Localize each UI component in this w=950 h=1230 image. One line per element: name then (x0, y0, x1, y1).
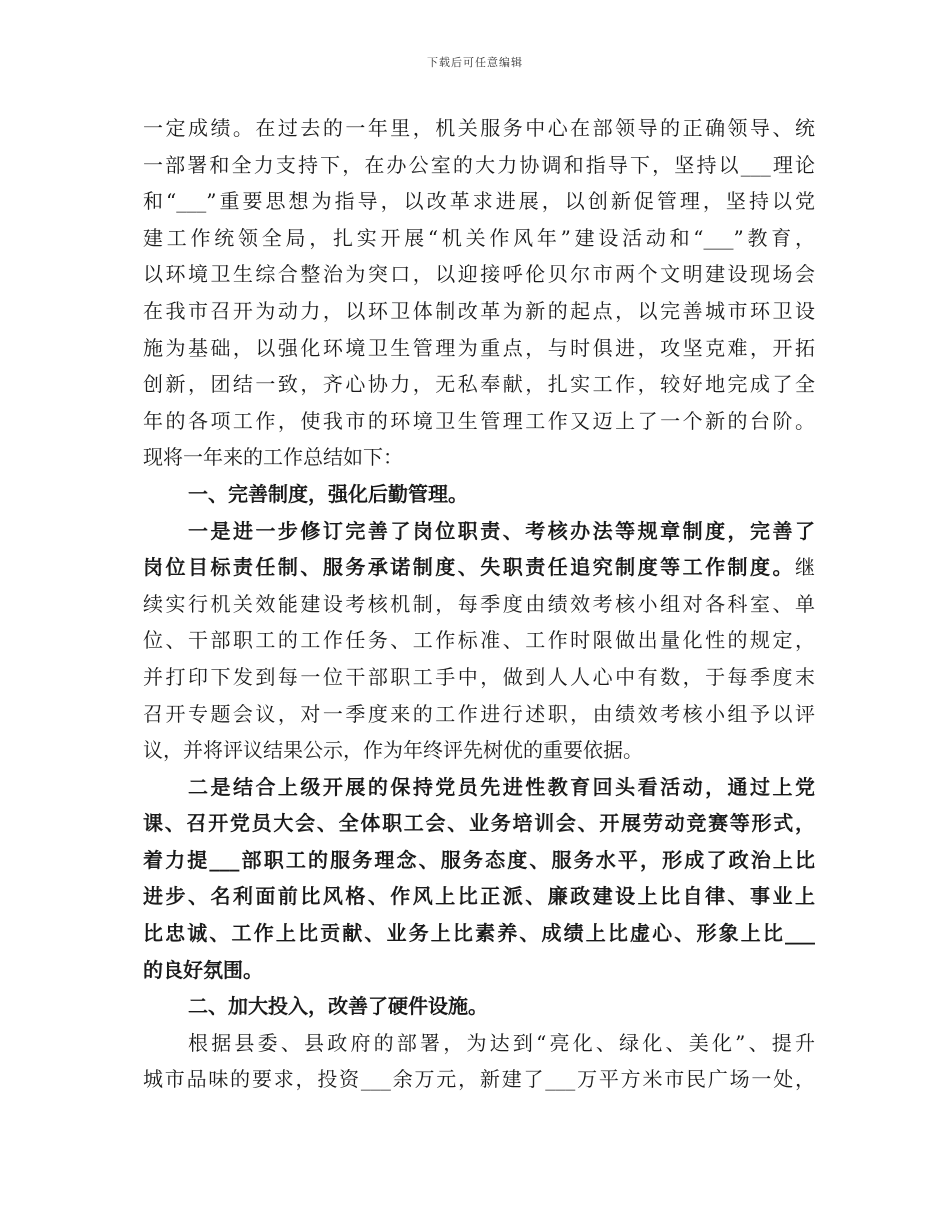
text-line: 以环境卫生综合整治为突口，以迎接呼伦贝尔市两个文明建设现场会 (143, 262, 815, 287)
text-line: 城市品味的要求，投资___余万元，新建了___万平方米市民广场一处， (143, 1067, 815, 1092)
text-line: 召开专题会议，对一季度来的工作进行述职，由绩效考核小组予以评 (143, 701, 815, 726)
text-line: 课、召开党员大会、全体职工会、业务培训会、开展劳动竞赛等形式， (143, 811, 815, 836)
text-line: 续实行机关效能建设考核机制，每季度由绩效考核小组对各科室、单 (143, 591, 815, 616)
text-line: 建工作统领全局，扎实开展“机关作风年”建设活动和“___”教育， (143, 225, 815, 250)
header-note: 下载后可任意编辑 (427, 56, 523, 69)
text-line: 在我市召开为动力，以环卫体制改革为新的起点，以完善城市环卫设 (143, 298, 815, 323)
text-line: 现将一年来的工作总结如下： (143, 445, 403, 470)
text-line: 创新，团结一致，齐心协力，无私奉献，扎实工作，较好地完成了全 (143, 372, 815, 397)
text-line: 二是结合上级开展的保持党员先进性教育回头看活动，通过上党 (188, 774, 815, 799)
text-line: 一定成绩。在过去的一年里，机关服务中心在部领导的正确领导、统 (143, 116, 815, 140)
text-line: 一部署和全力支持下，在办公室的大力协调和指导下，坚持以___理论 (143, 152, 815, 177)
normal-segment: 继 (795, 555, 815, 580)
text-line: 的良好氛围。 (143, 957, 263, 982)
text-line: 比忠诚、工作上比贡献、业务上比素养、成绩上比虚心、形象上比___ (143, 921, 815, 946)
text-line: 进步、名利面前比风格、作风上比正派、廉政建设上比自律、事业上 (143, 884, 815, 909)
bold-segment: 岗位目标责任制、服务承诺制度、失职责任追究制度等工作制度。 (143, 555, 795, 580)
text-line: 议，并将评议结果公示，作为年终评先树优的重要依据。 (143, 738, 643, 763)
section-heading: 一、完善制度，强化后勤管理。 (188, 481, 468, 506)
body-text (143, 110, 815, 1098)
text-line: 一是进一步修订完善了岗位职责、考核办法等规章制度，完善了 (188, 518, 815, 543)
text-line: 和“___”重要思想为指导，以改革求进展，以创新促管理，坚持以党 (143, 189, 815, 214)
text-line: 施为基础，以强化环境卫生管理为重点，与时俱进，攻坚克难，开拓 (143, 335, 815, 360)
text-line-mixed (143, 549, 815, 586)
text-line: 着力提___部职工的服务理念、服务态度、服务水平，形成了政治上比 (143, 847, 815, 872)
section-heading: 二、加大投入，改善了硬件设施。 (188, 994, 488, 1019)
text-line: 位、干部职工的工作任务、工作标准、工作时限做出量化性的规定， (143, 628, 815, 653)
text-line: 并打印下发到每一位干部职工手中，做到人人心中有数，于每季度末 (143, 664, 815, 689)
text-line: 根据县委、县政府的部署，为达到“亮化、绿化、美化”、提升 (188, 1030, 815, 1055)
text-line: 年的各项工作，使我市的环境卫生管理工作又迈上了一个新的台阶。 (143, 408, 815, 433)
